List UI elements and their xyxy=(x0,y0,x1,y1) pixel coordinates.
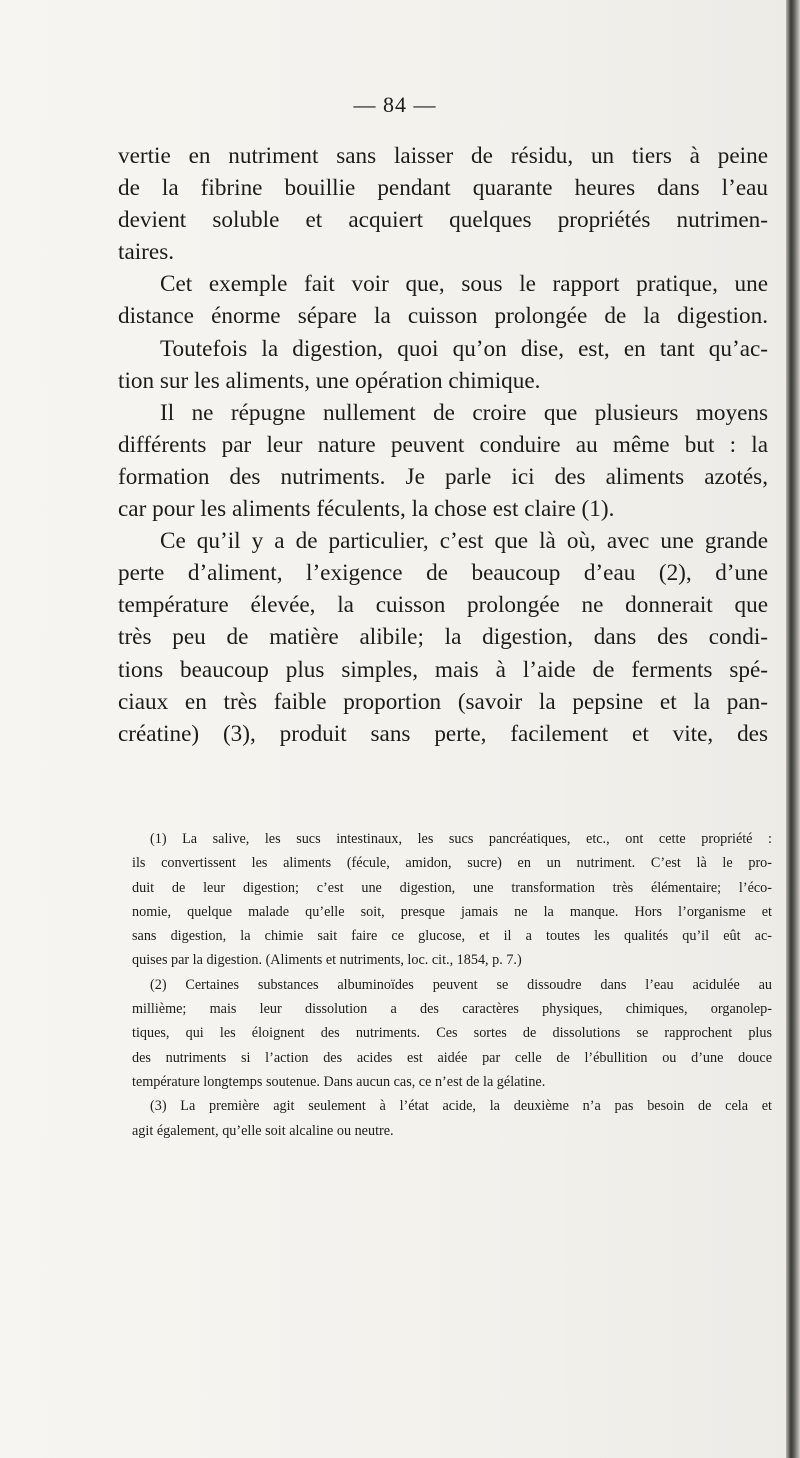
text-line: créatine) (3), produit sans perte, facilement et vite, des xyxy=(118,720,768,747)
footnote-2-line: millième; mais leur dissolution a des caractères physiques, chimiques, organolep- xyxy=(132,1001,772,1018)
text-line: différents par leur nature peuvent conduire au même but : la xyxy=(118,431,768,458)
footnote-3-line: agit également, qu’elle soit alcaline ou neutre. xyxy=(132,1122,394,1139)
text-line: température élevée, la cuisson prolongée ne donnerait que xyxy=(118,592,768,619)
text-line: Il ne répugne nullement de croire que plusieurs moyens xyxy=(160,399,768,426)
page-number: — 84 — xyxy=(353,92,437,117)
footnotes xyxy=(132,827,772,1143)
footnote-2-line: des nutriments si l’action des acides est aidée par celle de l’ébullition ou d’une douce xyxy=(132,1049,772,1066)
text-line: vertie en nutriment sans laisser de résidu, un tiers à peine xyxy=(118,143,768,169)
text-line: devient soluble et acquiert quelques propriétés nutrimen- xyxy=(118,207,768,234)
footnote-2-line: tiques, qui les éloignent des nutriments. Ces sortes de dissolutions se rapprochent plus xyxy=(132,1025,772,1042)
text-line: car pour les aliments féculents, la chose est claire (1). xyxy=(118,496,615,523)
book-spine-edge xyxy=(786,0,800,1458)
footnote-2-line: température longtemps soutenue. Dans aucun cas, ce n’est de la gélatine. xyxy=(132,1073,546,1090)
text-line: formation des nutriments. Je parle ici des aliments azotés, xyxy=(118,463,768,490)
footnote-1-line: (1) La salive, les sucs intestinaux, les sucs pancréatiques, etc., ont cette propriété : xyxy=(150,831,772,847)
footnote-1-line: duit de leur digestion; c’est une digestion, une transformation très élémentaire; l’éco- xyxy=(132,879,772,896)
text-line: Ce qu’il y a de particulier, c’est que là où, avec une grande xyxy=(160,528,768,555)
footnote-1-line: ils convertissent les aliments (fécule, amidon, sucre) en un nutriment. C’est là le pro- xyxy=(132,855,772,872)
footnote-1-line: quises par la digestion. (Aliments et nutriments, loc. cit., 1854, p. 7.) xyxy=(132,952,522,969)
text-line: Cet exemple fait voir que, sous le rapport pratique, une xyxy=(160,271,768,298)
footnote-1-line: sans digestion, la chimie sait faire ce glucose, et il a toutes les qualités qu’il eût ac- xyxy=(132,928,772,945)
footnote-2-line: (2) Certaines substances albuminoïdes peuvent se dissoudre dans l’eau acidulée au xyxy=(150,976,772,993)
text-line: ciaux en très faible proportion (savoir la pepsine et la pan- xyxy=(118,688,768,715)
main-text xyxy=(118,140,768,750)
text-line: perte d’aliment, l’exigence de beaucoup d’eau (2), d’une xyxy=(118,560,768,587)
text-line: très peu de matière alibile; la digestion, dans des condi- xyxy=(118,624,768,651)
text-line: tions beaucoup plus simples, mais à l’aide de ferments spé- xyxy=(118,656,768,683)
text-line: Toutefois la digestion, quoi qu’on dise, est, en tant qu’ac- xyxy=(160,335,768,362)
text-line: distance énorme sépare la cuisson prolongée de la digestion. xyxy=(118,303,768,330)
text-line: tion sur les aliments, une opération chimique. xyxy=(118,367,541,394)
text-line: taires. xyxy=(118,239,175,266)
footnote-1-line: nomie, quelque malade qu’elle soit, presque jamais ne la manque. Hors l’organisme et xyxy=(132,903,772,920)
text-line: de la fibrine bouillie pendant quarante heures dans l’eau xyxy=(118,175,768,202)
footnote-3-line: (3) La première agit seulement à l’état acide, la deuxième n’a pas besoin de cela et xyxy=(150,1098,772,1115)
